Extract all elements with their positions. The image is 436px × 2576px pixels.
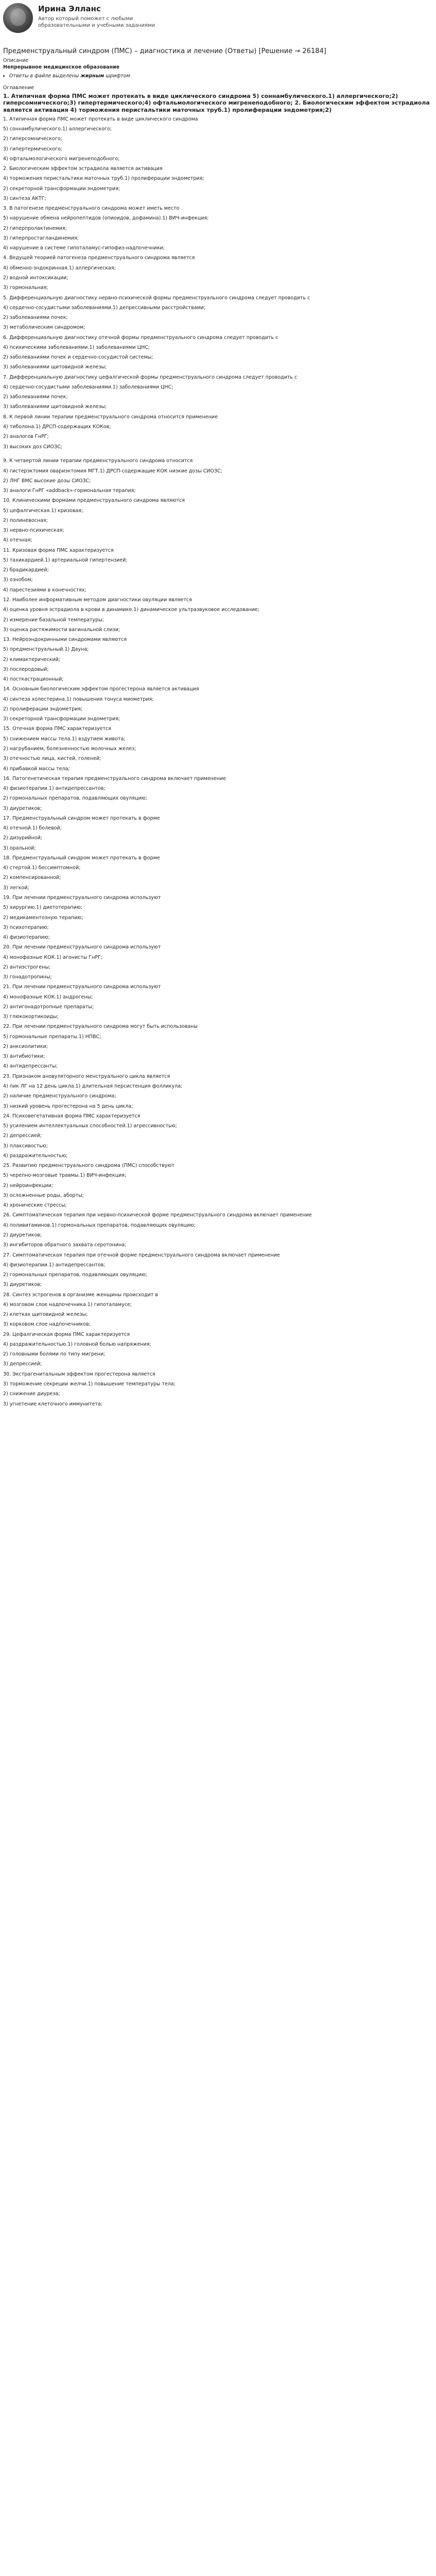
answer-line: 2) брадикардией; [3,567,49,573]
question-line: 10. Клиническими формами предменструального синдрома являются [3,498,185,504]
answer-line: 4) монофазные КОК.1) агонисты ГнРГ; [3,954,103,960]
answer-line: 3) гипертермического; [3,146,63,152]
question-line: 17. Предменструальный синдром может протекать в форме [3,815,160,821]
answer-line: 4) парестезиями в конечностях; [3,587,86,593]
answer-line: 3) депрессией; [3,1361,42,1367]
answer-line: 3) ингибиторов обратного захвата серотонина; [3,1242,127,1248]
answer-line: 4) мозговом слое надпочечника.1) гипоталамусе; [3,1301,132,1308]
answer-note [3,73,433,80]
question-line: 15. Отечная форма ПМС характеризуется [3,726,111,732]
answer-line: 5) соннамбулического.1) аллергического; [3,126,112,132]
question-line: 29. Цефалгическая форма ПМС характеризуется [3,1331,130,1337]
question-line: 24. Психовегетативная форма ПМС характеризуется [3,1113,141,1119]
question-line: 16. Патогенетическая терапия предменструального синдрома включает применение [3,775,226,782]
answer-line: 2) клетках щитовидной железы; [3,1312,88,1318]
question-line: 26. Симптоматическая терапия при нервно-психической форме предменструального синдрома включает применение [3,1212,312,1218]
answer-line: 5) предменструальный.1) Дауна; [3,647,89,653]
note-bold: жирным [80,73,104,79]
answer-line: 2) компенсированной; [3,875,61,881]
answer-line: 3) заболеваниями щитовидной железы; [3,364,107,370]
question-line: 3. В патогенезе предменструального синдрома может иметь место [3,206,180,212]
question-list [3,116,433,1408]
answer-line: 2) климактерический; [3,656,61,663]
answer-note-item [9,73,433,80]
answer-line: 2) заболеваниями почек; [3,315,68,321]
answer-line: 3) диуретиков; [3,805,42,811]
question-line: 28. Синтез эстрогенов в организме женщины происходит в [3,1292,158,1298]
answer-line: 4) монофазные КОК.1) андрогены; [3,994,93,1000]
question-line: 2. Биологическим эффектом эстрадиола является активация [3,166,163,172]
answer-line: 2) заболеваниями почек; [3,394,68,400]
author-name[interactable]: Ирина Элланс [38,4,101,13]
answer-line: 4) поливитаминов.1) гормональных препаратов, подавляющих овуляцию; [3,1222,196,1228]
answer-line: 5) хирургию.1) диетотерапию; [3,905,82,911]
question-line: 20. При лечении предменструального синдрома используют [3,944,161,951]
description-label: Описание [3,58,29,64]
question-line: 1. Атипичная форма ПМС может протекать в виде циклического синдрома [3,116,198,122]
answer-line: 4) нарушение в системе гипоталамус-гипофиз-надпочечники; [3,245,165,251]
answer-line: 3) корковом слое надпочечников; [3,1321,91,1328]
answer-line: 2) антиэстрогены; [3,964,51,970]
answer-line: 3) заболеваниями щитовидной железы; [3,404,107,410]
question-line: 12. Наиболее информативным методом диагностики овуляции является [3,597,192,603]
main-question: 1. Атипичная форма ПМС может протекать в виде циклического синдрома 5) соннамбулического.1) аллергического;2) гиперсомнического;3) гипертермического;4) офтальмологического мигренеподобного; 2. Биологическим эффектом эстрадиола является активация 4) торможения перистальтики маточных труб.1) пролиферации эндометрия;2) [3,92,430,113]
answer-line: 3) легкой; [3,885,29,891]
answer-line: 4) антидепрессанты; [3,1063,58,1070]
answer-line: 4) оценка уровня эстрадиола в крови в динамике.1) динамическое ультразвуковое исследование; [3,607,259,613]
answer-line: 2) нагрубанием, болезненностью молочных желез; [3,745,136,752]
note-suffix: шрифтом [104,73,130,79]
answer-line: 2) антигонадотропные препараты; [3,1004,94,1010]
answer-line: 3) гонадотропины; [3,974,52,980]
answer-line: 4) сердечно-сосудистыми заболеваниями.1) заболеваниями ЦНС; [3,384,173,390]
answer-line: 3) торможение секреции желчи.1) повышение температуры тела; [3,1381,176,1387]
question-line: 13. Нейроэндокринными синдромами являются [3,637,127,643]
answer-line: 4) отечной.1) болевой; [3,825,62,832]
answer-line: 5) черепно-мозговые травмы.1) ВИЧ-инфекция; [3,1173,127,1179]
question-line: 23. Признаком ановуляторного менструального цикла является [3,1073,170,1079]
question-line: 5. Дифференциальную диагностику нервно-психической формы предменструального синдрома следует проводить с [3,295,310,301]
answer-line: 2) медикаментозную терапию; [3,914,83,921]
answer-line: 2) аналогов ГнРГ; [3,434,49,440]
answer-line: 3) метаболическим синдромом; [3,325,85,331]
answer-line: 2) снижение диуреза; [3,1391,60,1397]
answer-line: 2) гормональных препаратов, подавляющих овуляцию; [3,1272,147,1278]
answer-line: 3) оценка растяжимости вагинальной слизи; [3,626,120,633]
answer-line: 5) нарушение обмена нейропептидов (опиоидов, дофамина).1) ВИЧ-инфекция; [3,215,209,222]
answer-line: 2) ЛНГ ВМС высокие дозы СИОЗС; [3,478,91,484]
question-line: 19. При лечении предменструального синдрома используют [3,894,161,901]
answer-line: 4) прибавкой массы тела; [3,766,70,772]
question-line: 30. Экстрагенитальным эффектом прогестерона является [3,1371,155,1377]
answer-line: 4) физиотерапии.1) антидепрессантов; [3,1262,106,1268]
answer-line: 3) антибиотики; [3,1054,45,1060]
answer-line: 2) полиневосная; [3,517,48,523]
answer-line: 2) пролиферации эндометрия; [3,706,83,712]
answer-line: 4) офтальмологического мигренеподобного; [3,156,120,162]
page-title: Предменструальный синдром (ПМС) – диагностика и лечение (Ответы) [Решение → 26184] [3,47,326,55]
answer-line: 3) психотерапию; [3,924,49,930]
answer-line: 2) головными болями по типу мигрени; [3,1351,106,1358]
answer-line: 3) послеродовый; [3,666,49,672]
answer-line: 3) диуретиков; [3,1282,42,1288]
answer-line: 4) пик ЛГ на 12 день цикла.1) длительная персистенция фолликула; [3,1083,183,1090]
answer-line: 2) заболеваниями почек и сердечно-сосудистой системы; [3,354,153,361]
answer-line: 4) сердечно-сосудистыми заболеваниями.1) депрессивными расстройствами; [3,304,206,311]
answer-line: 2) депрессией; [3,1133,42,1139]
question-line: 14. Основным биологическим эффектом прогестерона является активация [3,686,199,692]
question-line: 9. К четвертой линии терапии предменструального синдрома относится [3,458,193,464]
answer-line: 4) физиотерапии.1) антидепрессантов; [3,786,106,792]
answer-line: 5) тахикардией.1) артериальной гипертензией; [3,557,128,563]
answer-line: 4) синтеза холестерина.1) повышения тонуса миометрия; [3,696,154,702]
toc-label: Оглавление [3,84,34,91]
question-line: 25. Развитию предменструального синдрома (ПМС) способствуют [3,1163,175,1169]
answer-line: 3) гормональная; [3,285,48,291]
answer-line: 2) секреторной трансформации эндометрия; [3,185,120,192]
answer-line: 2) водной интоксикации; [3,275,68,281]
answer-line: 4) торможения перистальтики маточных труб.1) пролиферации эндометрия; [3,176,204,182]
question-line: 8. К первой линии терапии предменструального синдрома относится применение [3,414,218,420]
answer-line: 2) гиперсомнического; [3,136,62,142]
answer-line: 4) тиболона.1) ДРСП-содержащих КОКов; [3,423,111,430]
question-line: 21. При лечении предменструального синдрома используют [3,984,161,990]
answer-line: 4) психическими заболеваниями.1) заболеваниями ЦНС; [3,344,150,350]
answer-line: 4) гистерэктомия овариэктомия МГТ.1) ДРСП-содержащие КОК низкие дозы СИОЗС; [3,468,222,474]
answer-line: 2) нейроинфекции; [3,1182,53,1189]
answer-line: 4) хронические стрессы; [3,1202,67,1209]
answer-line: 3) аналоги ГнРГ «addback»-гормональная терапия; [3,488,136,494]
answer-line: 3) плаксивостью; [3,1143,48,1149]
answer-line: 2) дизурийной; [3,835,42,841]
answer-line: 3) отечностью лица, кистей, голеней; [3,756,101,762]
author-info [38,3,167,29]
answer-line: 2) гиперпролактинемия; [3,225,67,231]
answer-line: 3) глюкокортикоиды; [3,1014,59,1020]
author-header [3,3,433,33]
answer-line: 4) отечная; [3,537,32,544]
answer-line: 3) нервно-психическая; [3,528,64,534]
question-line: 22. При лечении предменструального синдрома могут быть использованы [3,1024,198,1030]
note-prefix: Ответы в файле выделены [9,73,81,79]
question-line: 11. Кризовая форма ПМС характеризуется [3,547,114,553]
answer-line: 3) гиперпростагландинемия; [3,235,79,241]
author-description: Автор который поможет с любыми образовательными и учебными заданиями [38,16,155,28]
question-line: 7. Дифференциальную диагностику цефалгической формы предменструального синдрома следует проводить с [3,374,298,380]
answer-line: 3) низкий уровень прогестерона на 5 день цикла; [3,1103,133,1109]
answer-line: 4) раздражительностью; [3,1153,68,1159]
answer-line: 3) ознобом; [3,577,33,583]
question-line: 6. Дифференциальную диагностику отечной формы предменструального синдрома следует проводить с [3,334,278,341]
answer-line: 2) наличие предменструального синдрома; [3,1093,116,1099]
answer-line: 4) стертой.1) бессимптомной; [3,865,81,871]
answer-line: 3) высоких доз СИОЗС; [3,444,63,450]
answer-line: 5) усилением интеллектуальных способностей.1) агрессивностью; [3,1123,177,1129]
avatar[interactable] [3,3,33,33]
answer-line: 3) секреторной трансформации эндометрия; [3,716,120,722]
answer-line: 5) гормональные препараты.1) НПВС; [3,1033,101,1040]
answer-line: 3) угнетение клеточного иммунитета; [3,1401,102,1407]
answer-line: 2) измерение базальной температуры; [3,617,104,623]
answer-line: 2) гормональных препаратов, подавляющих овуляцию; [3,795,147,802]
answer-line: 3) осложненные роды, аборты; [3,1192,84,1198]
answer-line: 4) физиотерапию; [3,935,50,941]
document-subtitle: Непрерывное медицинское образование [3,64,120,71]
answer-line: 3) оральной; [3,845,36,851]
question-line: 18. Предменструальный синдром может протекать в форме [3,855,160,861]
question-line: 27. Симптоматическая терапия при отечной форме предменструального синдрома включает применение [3,1252,280,1258]
answer-line: 2) анксиолитики; [3,1043,48,1049]
answer-line: 2) диуретиков; [3,1232,42,1238]
question-line: 4. Ведущей теорией патогенеза предменструального синдрома является [3,255,195,261]
answer-line: 3) синтеза АКТГ; [3,195,46,201]
answer-line: 5) снижением массы тела.1) вздутием живота; [3,736,126,742]
answer-line: 4) посткастрационный; [3,676,64,683]
answer-line: 5) цефалгическая.1) кризовая; [3,507,83,514]
answer-line: 4) обменно-эндокринная.1) аллергическая; [3,265,116,271]
answer-line: 4) раздражительностью.1) головной болью напряжения; [3,1341,151,1347]
